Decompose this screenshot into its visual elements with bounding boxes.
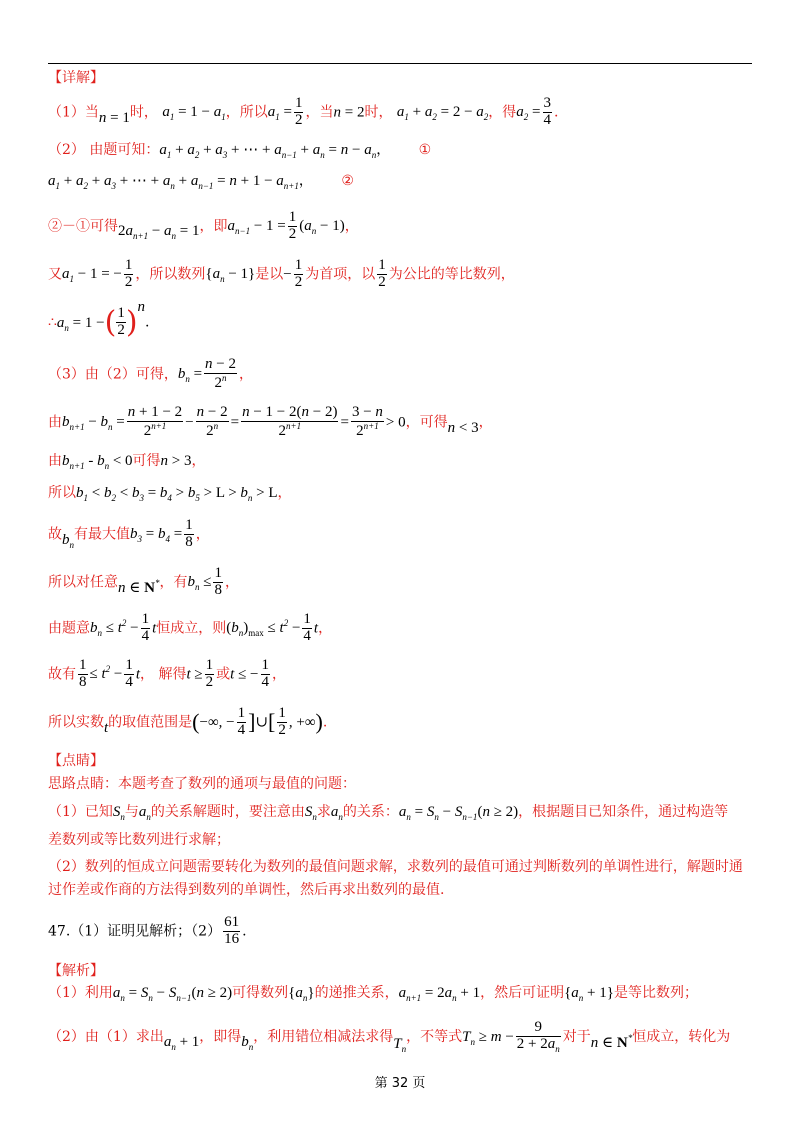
point-line-5: 过作差或作商的方法得到数列的单调性，然后再求出数列的最值.	[48, 882, 445, 898]
question-47-answer: 47.（1）证明见解析；（2） $\frac{61}{16}$ .	[48, 914, 247, 947]
part3-line-4: 所以$b_1 < b_2 < b_3 = b_4 > b_5 > L > b_n > L$，	[48, 485, 292, 503]
part3-line-2: 由$b_{n+1} - b_n$ = $\frac{n + 1 - 2}{2^{n+1}}$ − $\frac{n - 2}{2^n}$ = $\frac{n - 1 - 2(n - 2)}{2^{n+1}}$ = $\frac{3 - n}{2^{n+1}}$ > 0，可得n < 3，	[48, 404, 493, 439]
section-detail-heading: 【详解】	[48, 70, 104, 86]
page-footer: 第 32 页	[374, 1076, 426, 1091]
analysis-line-2: （2）由（1）求出$a_n + 1$，即得$b_n$，利用错位相减法求得$T_n$，不等式$T_n \ge m$ − $\frac{9}{2 + 2a_n}$ 对于n ∈ N*恒成立，转化为	[48, 1019, 731, 1055]
point-line-1: 思路点睛：本题考查了数列的通项与最值的问题：	[48, 776, 356, 792]
part2-line-5: $\therefore a_n = 1$ −( $\frac{1}{2}$ )$^n$.	[48, 298, 150, 340]
part2-line-3: ②－①可得$2a_{n+1} - a_n = 1$，即$a_{n-1} - 1$ = $\frac{1}{2}$ $(a_n - 1)$，	[48, 209, 359, 242]
analysis-line-1: （1）利用$a_n = S_n - S_{n-1}(n \ge 2)$可得数列$\{a_n\}$的递推关系，$a_{n+1} = 2a_n + 1$，然后可证明$\{a_n + 1\}$是等比数列；	[48, 985, 698, 1003]
part2-line-2: $a_1 + a_2 + a_3$ + ⋯ + $a_n + a_{n-1} = n + 1 - a_{n+1}$， ②	[48, 173, 354, 191]
part3-line-9: 所以实数t的取值范围是(−∞, − $\frac{1}{4}$ ]∪[ $\frac{1}{2}$ , +∞).	[48, 705, 328, 738]
part3-line-1: （3）由（2）可得，$b_n$ = $\frac{n - 2}{2^n}$ ，	[48, 356, 254, 391]
part3-line-8: 故有 $\frac{1}{8}$ ≤ $t^2$ − $\frac{1}{4}$ t， 解得t ≥ $\frac{1}{2}$ 或t ≤ − $\frac{1}{4}$ ，	[48, 657, 287, 690]
part3-line-3: 由$b_{n+1} - b_n < 0$可得n > 3，	[48, 453, 206, 471]
part3-line-6: 所以对任意n ∈ N*，有$b_n$ ≤ $\frac{1}{8}$ ，	[48, 565, 239, 598]
point-line-4: （2）数列的恒成立问题需要转化为数列的最值问题求解，求数列的最值可通过判断数列的单调性进行，解题时通	[48, 859, 743, 875]
header-rule	[48, 63, 752, 64]
part2-line-1: （2） 由题可知：$a_1 + a_2 + a_3$ + ⋯ + $a_{n-1} + a_n = n - a_n$， ①	[48, 142, 432, 160]
part2-line-4: 又$a_1 - 1$ = − $\frac{1}{2}$ ，所以数列$\{a_n - 1\}$是以− $\frac{1}{2}$ 为首项，以 $\frac{1}{2}$ 为公比的等比数列，	[48, 257, 515, 290]
point-line-3: 差数列或等比数列进行求解；	[48, 832, 230, 848]
point-line-2: （1）已知$S_n$与$a_n$的关系解题时，要注意由$S_n$求$a_n$的关系：$a_n = S_n - S_{n-1}(n \ge 2)$，根据题目已知条件，通过构造等	[48, 804, 729, 822]
part3-line-7: 由题意$b_n \le t^2$ − $\frac{1}{4}$ t恒成立，则$(b_n)_{max} \le t^2$ − $\frac{1}{4}$ t，	[48, 611, 333, 644]
part1-line: （1）当n = 1时， $a_1 = 1 - a_1$，所以$a_1$ = $\frac{1}{2}$ ，当n = 2时， $a_1 + a_2 = 2 - a_2$，得$a_2$ = $\frac{3}{4}$ .	[48, 95, 559, 128]
section-analysis-heading: 【解析】	[48, 963, 104, 979]
section-point-heading: 【点睛】	[48, 753, 104, 769]
part3-line-5: 故$b_n$有最大值$b_3 = b_4$ = $\frac{1}{8}$ ，	[48, 517, 210, 551]
